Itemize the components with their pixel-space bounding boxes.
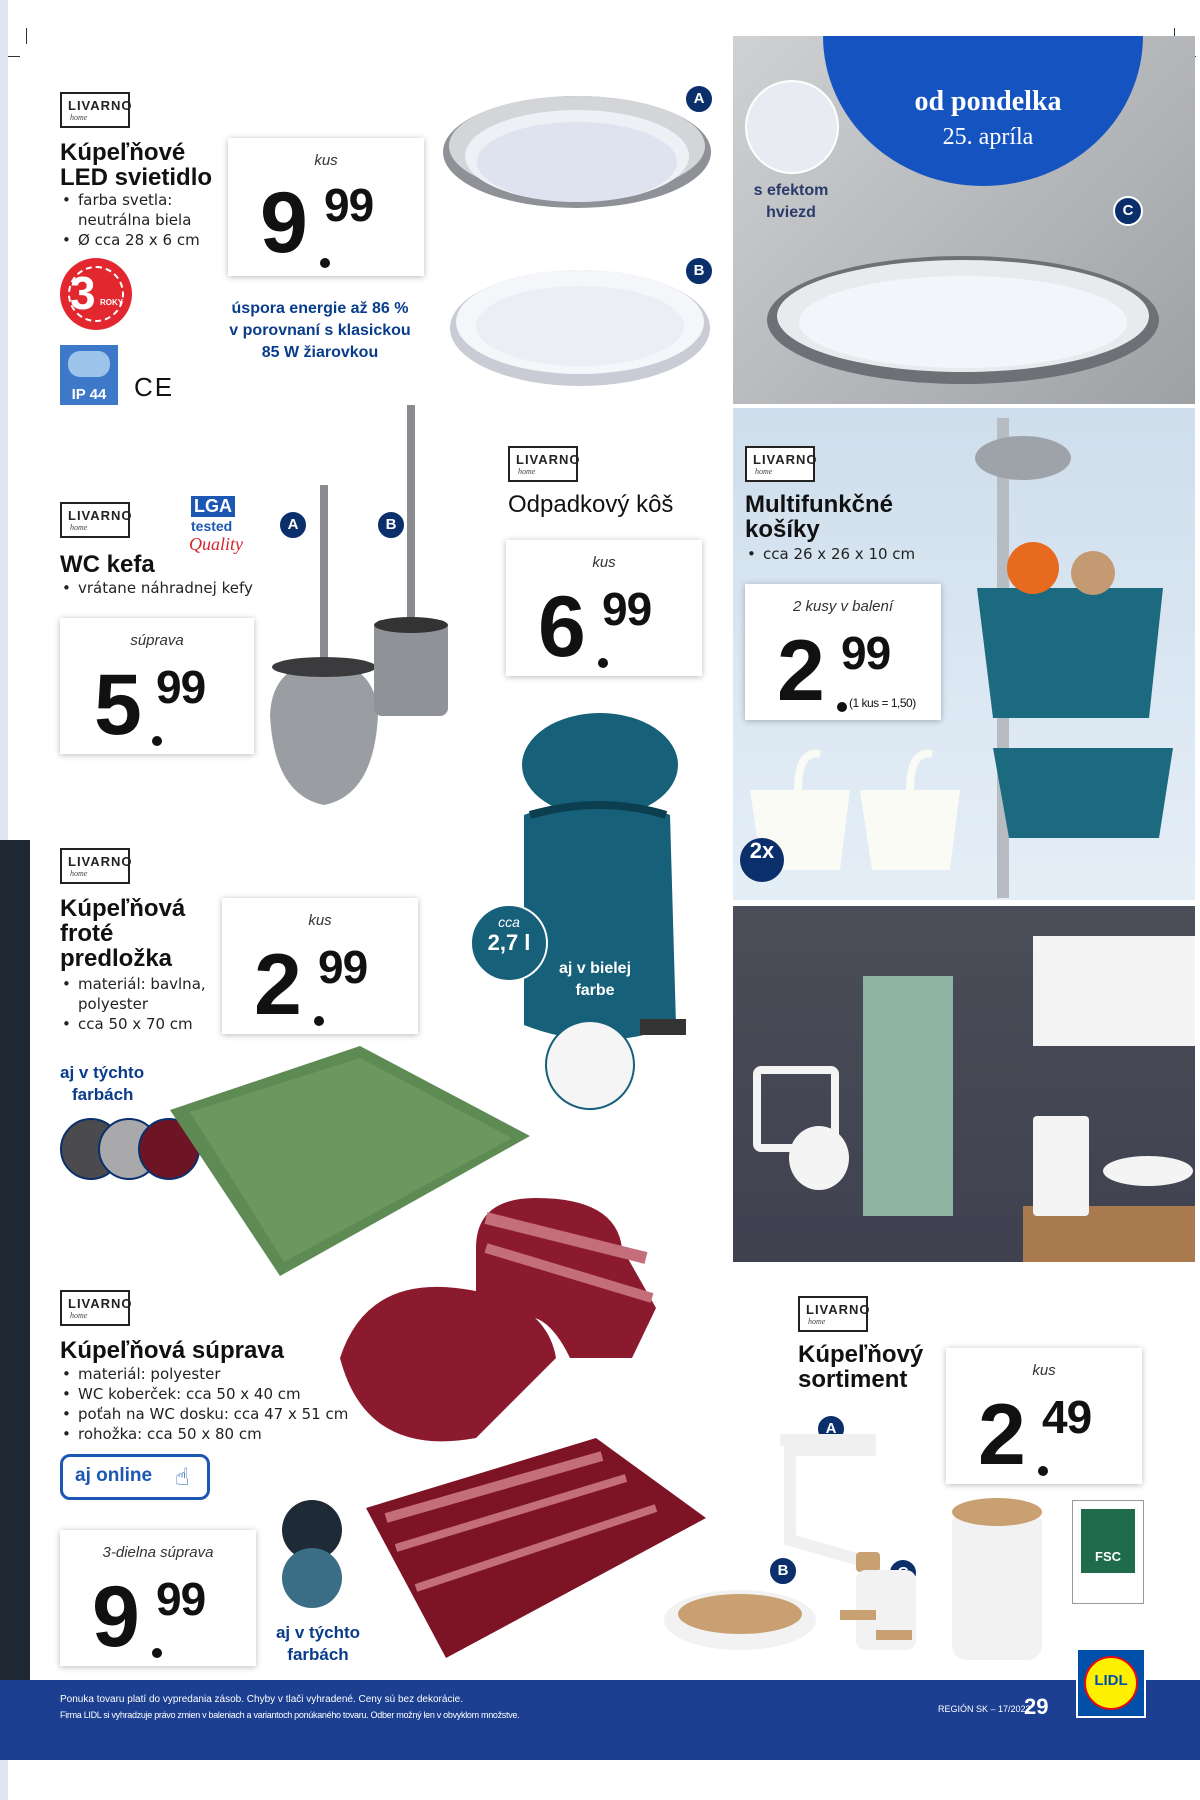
two-pack-badge: 2x bbox=[740, 838, 784, 882]
marker-a: A bbox=[278, 510, 308, 540]
ceiling-lamp-a-image bbox=[432, 90, 722, 240]
marker-b: B bbox=[768, 1556, 798, 1586]
page-edge-dark bbox=[0, 840, 30, 1710]
swatch-teal[interactable] bbox=[282, 1548, 342, 1608]
livarno-logo: LIVARNO home bbox=[60, 848, 130, 884]
capacity-badge: cca 2,7 l bbox=[470, 904, 548, 982]
promo-line2: 25. apríla bbox=[942, 124, 1034, 150]
livarno-logo: LIVARNO home bbox=[798, 1296, 868, 1332]
led-title: Kúpeľňové LED svietidlo bbox=[60, 139, 213, 191]
energy-saving-note: úspora energie až 86 % v porovnaní s klasickou 85 W žiarovkou bbox=[229, 300, 411, 361]
brush-title: WC kefa bbox=[60, 551, 155, 578]
white-bin-inset bbox=[545, 1020, 635, 1110]
marker-b: B bbox=[684, 256, 714, 286]
bin-title: Odpadkový kôš bbox=[508, 491, 674, 518]
warranty-badge: 3 ROKY bbox=[60, 258, 132, 330]
lidl-logo: LIDL bbox=[1076, 1648, 1146, 1718]
online-label: aj online bbox=[75, 1465, 153, 1486]
livarno-logo: LIVARNO home bbox=[60, 92, 130, 128]
led-bullets: • farba svetla: neutrálna biela • Ø cca 28 x 6 cm bbox=[60, 190, 250, 250]
livarno-logo: LIVARNO home bbox=[745, 446, 815, 482]
ceiling-lamp-b-image bbox=[435, 258, 725, 398]
set-colors-note: aj v týchto farbách bbox=[275, 1623, 361, 1664]
price-tag-baskets: 2 kusy v balení 2 99 (1 kus = 1,50) bbox=[745, 584, 941, 720]
region-code: REGIÓN SK – 17/2022 bbox=[938, 1704, 1031, 1714]
promo-line1: od pondelka bbox=[914, 86, 1062, 117]
marker-a: A bbox=[816, 1414, 846, 1444]
price-tag-led: kus 9 99 bbox=[228, 138, 424, 276]
led-photo-panel bbox=[733, 36, 1195, 404]
price-tag-set: 3-dielna súprava 9 99 bbox=[60, 1530, 256, 1666]
marker-a: A bbox=[684, 84, 714, 114]
set-bullets: • materiál: polyester • WC koberček: cca 50 x 40 cm • poťah na WC dosku: cca 47 x 51 cm • rohožka: cca 50 x 80 cm bbox=[60, 1364, 360, 1444]
bath-accessories-image bbox=[660, 1420, 1060, 1670]
brush-bullets: • vrátane náhradnej kefy bbox=[60, 578, 280, 598]
livarno-logo: LIVARNO home bbox=[60, 1290, 130, 1326]
lga-quality-badge: LGA tested Quality bbox=[189, 496, 243, 554]
bathroom-photo-panel bbox=[733, 906, 1195, 1262]
star-effect-label: s efektom hviezd bbox=[753, 182, 829, 221]
toilet-brush-image bbox=[262, 405, 472, 825]
livarno-logo: LIVARNO home bbox=[60, 502, 130, 538]
livarno-logo: LIVARNO home bbox=[508, 446, 578, 482]
fsc-label: FSC bbox=[1072, 1500, 1144, 1604]
marker-b: B bbox=[376, 510, 406, 540]
price-tag-brush: súprava 5 99 bbox=[60, 618, 254, 754]
footer-bar bbox=[0, 1672, 1200, 1760]
ce-mark: CE bbox=[134, 372, 175, 402]
hand-pointer-icon: ☝ bbox=[175, 1463, 190, 1491]
footer-disclaimer-2: Firma LIDL si vyhradzuje právo zmien v baleniach a variantoch ponúkaného tovaru. Odber možný len v obvyklom množstve. bbox=[60, 1710, 520, 1720]
assort-title: Kúpeľňový sortiment bbox=[798, 1341, 924, 1393]
page-number: 29 bbox=[1024, 1694, 1049, 1719]
mat-bullets: • materiál: bavlna, polyester • cca 50 x 70 cm bbox=[60, 974, 260, 1034]
baskets-bullets: • cca 26 x 26 x 10 cm bbox=[745, 544, 965, 564]
mat-title: Kúpeľňová froté predložka bbox=[60, 895, 186, 972]
ip44-badge: IP 44 bbox=[60, 345, 118, 405]
star-effect-inset bbox=[745, 80, 839, 174]
bin-color-note: aj v bielej farbe bbox=[558, 960, 632, 999]
crop-mark bbox=[26, 28, 27, 44]
price-tag-mat: kus 2 99 bbox=[222, 898, 418, 1034]
set-title: Kúpeľňová súprava bbox=[60, 1337, 284, 1364]
mat-colors-note: aj v týchto farbách bbox=[60, 1063, 145, 1104]
baskets-title: Multifunkčné košíky bbox=[745, 491, 893, 543]
online-button[interactable] bbox=[60, 1454, 210, 1500]
footer-disclaimer-1: Ponuka tovaru platí do vypredania zásob. Chyby v tlači vyhradené. Ceny sú bez dekorácie. bbox=[60, 1694, 464, 1705]
marker-c: C bbox=[1113, 196, 1143, 226]
price-tag-bin: kus 6 99 bbox=[506, 540, 702, 676]
price-tag-assort: kus 2 49 bbox=[946, 1348, 1142, 1484]
